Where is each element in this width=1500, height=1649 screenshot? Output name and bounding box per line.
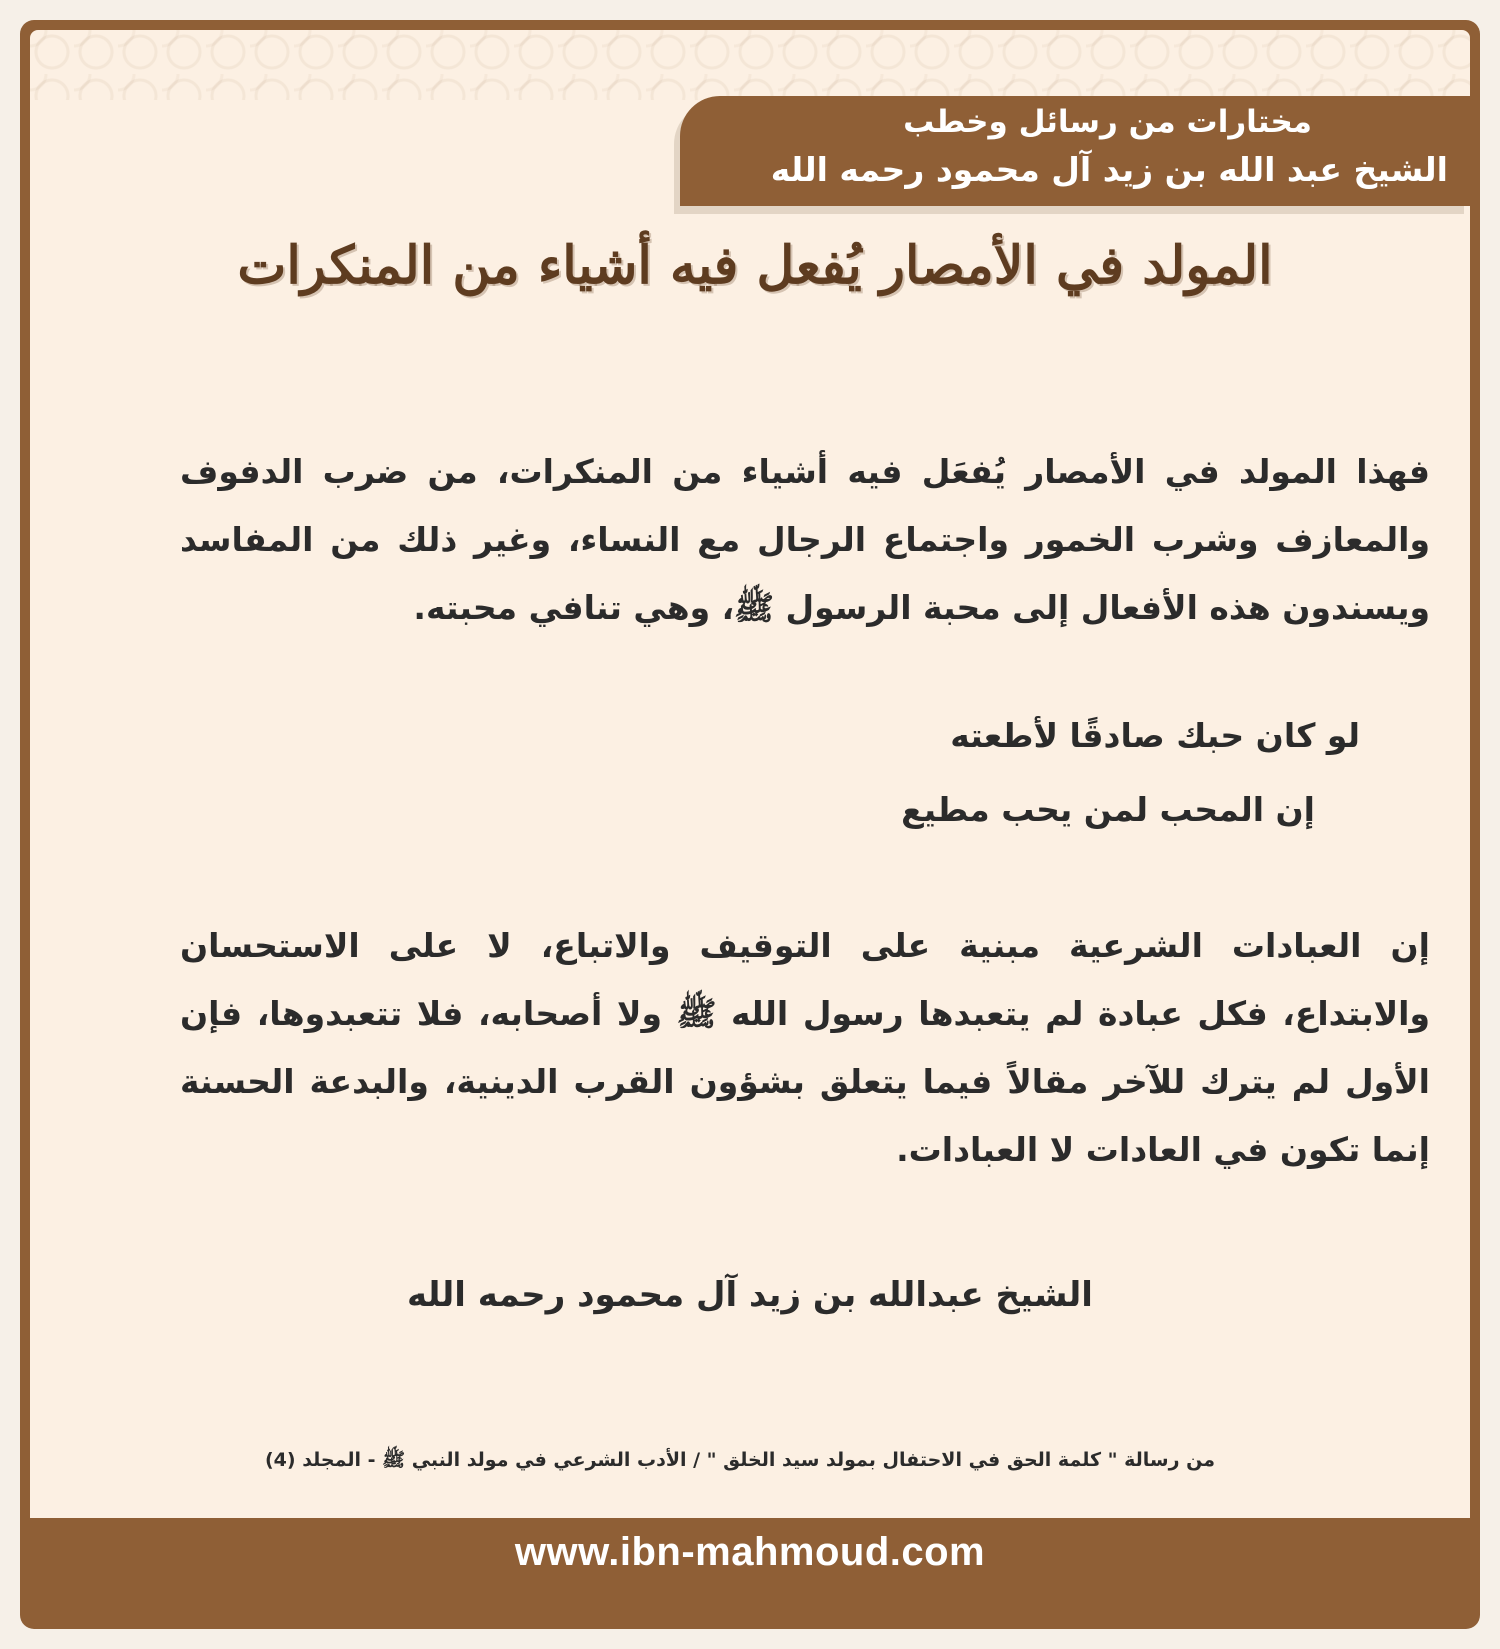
page-title: المولد في الأمصار يُفعل فيه أشياء من المنكرات [237,235,1273,296]
card-frame [20,20,1480,1629]
body-paragraph-1: فهذا المولد في الأمصار يُفعَل فيه أشياء من المنكرات، من ضرب الدفوف والمعازف وشرب الخمور واجتماع الرجال مع النساء، وغير ذلك من المفاسد ويسندون هذه الأفعال إلى محبة الرسول ﷺ، وهي تنافي محبته. [180,452,1430,627]
verse-line-2: إن المحب لمن يحب مطيع [901,790,1315,829]
author-signature: الشيخ عبدالله بن زيد آل محمود رحمه الله [407,1275,1093,1315]
website-link[interactable]: www.ibn-mahmoud.com [514,1530,986,1574]
header-author: الشيخ عبد الله بن زيد آل محمود رحمه الله [770,150,1448,189]
body-paragraph-2: إن العبادات الشرعية مبنية على التوقيف والاتباع، لا على الاستحسان والابتداع، فكل عبادة لم يتعبدها رسول الله ﷺ ولا أصحابه، فلا تتعبدوها، فإن الأول لم يترك للآخر مقالاً فيما يتعلق بشؤون القرب الدينية، والبدعة الحسنة إنما تكون في العادات لا العبادات. [180,926,1430,1169]
source-citation: من رسالة " كلمة الحق في الاحتفال بمولد سيد الخلق " / الأدب الشرعي في مولد النبي ﷺ - المجلد (4) [264,1449,1216,1471]
decorative-pattern [30,30,1470,100]
verse-line-1: لو كان حبك صادقًا لأطعته [950,716,1360,755]
header-band [680,96,1470,206]
content-panel [30,30,1470,1518]
header-subtitle: مختارات من رسائل وخطب [903,104,1312,140]
